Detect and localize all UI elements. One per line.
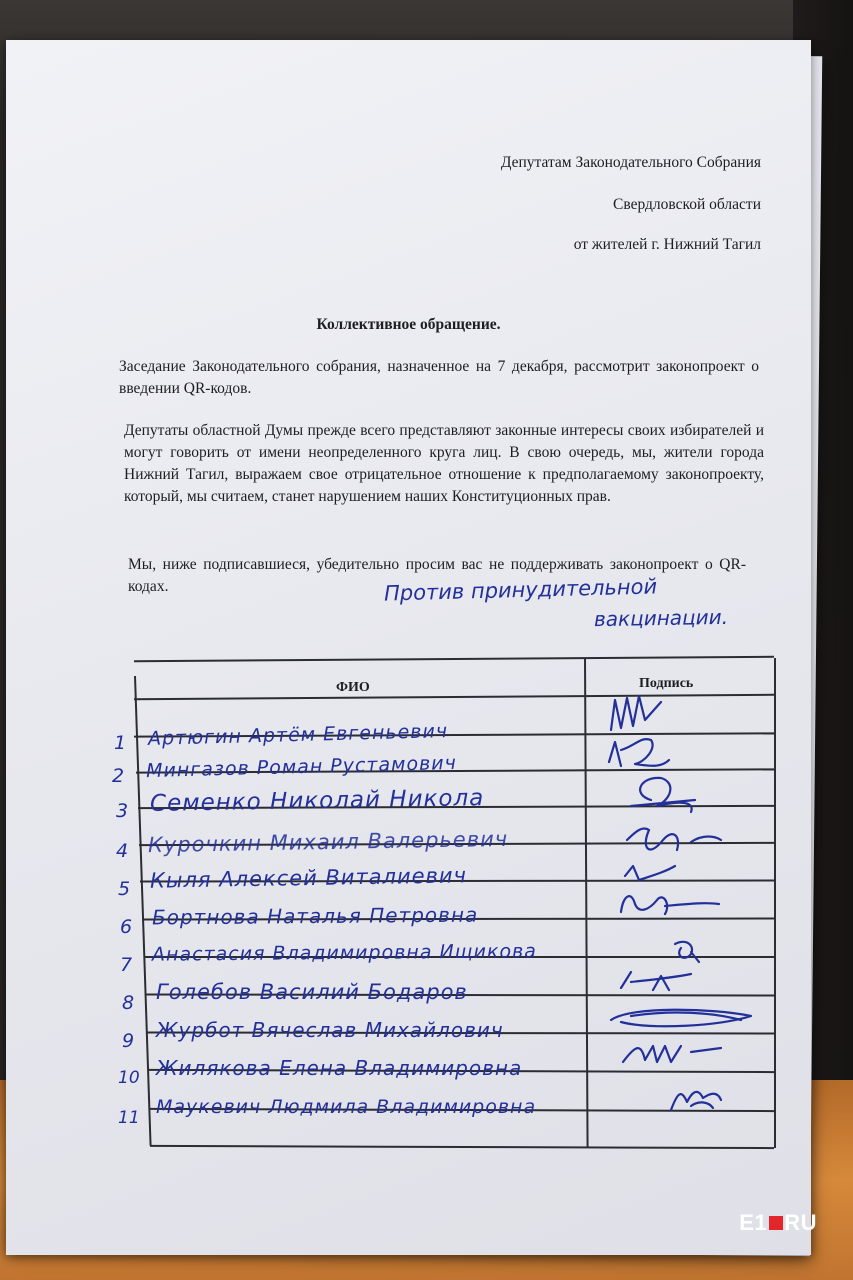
column-header-name: ФИО	[336, 680, 370, 695]
row-name: Бортнова Наталья Петровна	[151, 902, 479, 930]
row-number: 3	[116, 800, 129, 822]
row-name: Голебов Василий Бодаров	[156, 980, 468, 1004]
row-number: 8	[122, 992, 135, 1014]
row-name: Журбот Вячеслав Михайлович	[156, 1018, 504, 1042]
row-name: Семенко Николай Никола	[149, 785, 485, 817]
paragraph-2: Депутаты областной Думы прежде всего представляют законные интересы своих избирателей и могут говорить от имени неопределенного круга лиц. В свою очередь, мы, жители города Нижний Тагил, выражаем свое отрицательное отношение к предполагаемому законопроекту, который, мы считаем, станет нарушением наших Конституционных прав.	[124, 422, 764, 505]
paragraph-1: Заседание Законодательного собрания, назначенное на 7 декабря, рассмотрит законопроект о введении QR-кодов.	[119, 358, 759, 397]
row-name: Мингазов Роман Рустамович	[145, 751, 458, 783]
row-name: Анастасия Владимировна Ищикова	[151, 940, 537, 966]
column-header-signature: Подпись	[639, 676, 694, 691]
row-number: 7	[120, 954, 133, 976]
row-number: 2	[112, 765, 125, 787]
e1-ru-watermark: E1 RU	[739, 1210, 817, 1235]
paper-sheet	[6, 40, 811, 1255]
row-number: 1	[114, 732, 127, 754]
row-number: 6	[120, 916, 133, 938]
row-name: Курочкин Михаил Валерьевич	[147, 826, 509, 858]
document-title: Коллективное обращение.	[316, 316, 501, 333]
row-name: Жилякова Елена Владимировна	[156, 1056, 523, 1080]
handwritten-note-line-2: вакцинации.	[593, 604, 729, 632]
header-line-2: Свердловской области	[613, 196, 761, 213]
row-number: 11	[118, 1108, 140, 1128]
row-name: Кыля Алексей Виталиевич	[149, 863, 468, 893]
row-name: Маукевич Людмила Владимировна	[156, 1096, 537, 1118]
row-number: 5	[118, 878, 131, 900]
row-number: 9	[122, 1030, 135, 1052]
row-number: 4	[116, 840, 129, 862]
watermark-dot-icon	[769, 1216, 783, 1230]
row-name: Артюгин Артём Евгеньевич	[147, 720, 449, 750]
header-line-3: от жителей г. Нижний Тагил	[573, 236, 761, 253]
signatures-column	[591, 690, 791, 1130]
paragraph-3: Мы, ниже подписавшиеся, убедительно просим вас не поддерживать законопроект о QR-кодах.	[128, 556, 746, 595]
row-number: 10	[118, 1068, 140, 1088]
header-line-1: Депутатам Законодательного Собрания	[500, 154, 761, 171]
handwritten-note-line-1: Против принудительной	[383, 574, 658, 606]
